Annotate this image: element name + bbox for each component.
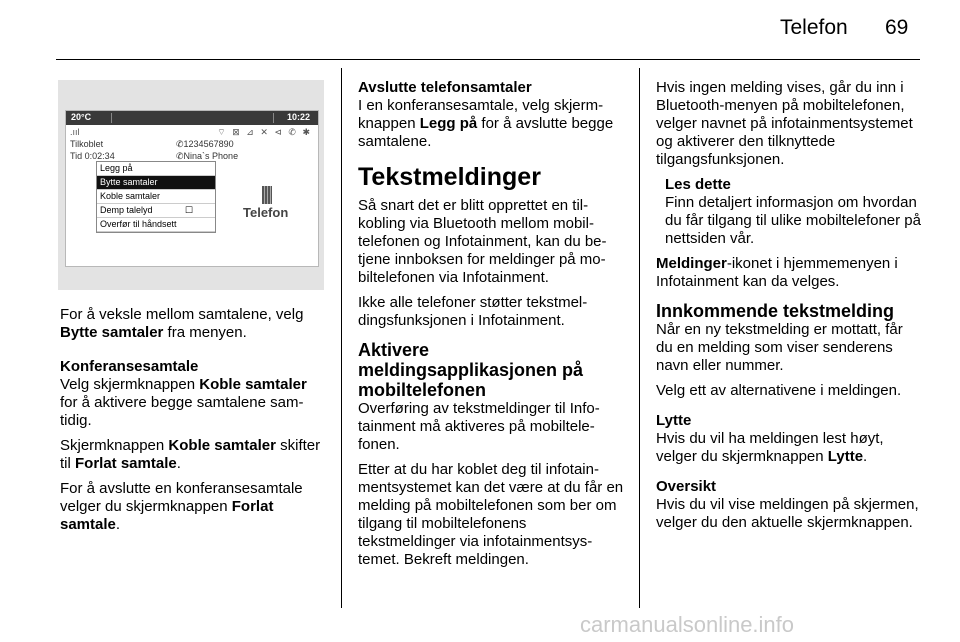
heading-incoming-message: Innkommende tekstmelding <box>656 301 895 321</box>
section-heading: Konferansesamtale <box>60 358 199 375</box>
ui-term: Meldinger <box>656 255 727 272</box>
text: For å avslutte en konferansesamtale velger du skjermknappen <box>60 480 303 515</box>
call-status: Tilkoblet <box>70 139 104 149</box>
page-header <box>0 0 960 62</box>
connected-phone: ✆Nina`s Phone <box>176 151 239 161</box>
checkbox-icon[interactable]: ☐ <box>184 205 193 215</box>
header-rule <box>56 59 920 60</box>
paragraph <box>358 79 626 151</box>
text: for å aktivere begge samtalene samtidig. <box>60 394 304 429</box>
heading-text-messages: Tekstmeldinger <box>358 163 541 191</box>
paragraph: Ikke alle telefoner støtter tekstmeldingsfunksjonen i Infotainment. <box>358 294 588 329</box>
menu-item-swap-calls[interactable]: Bytte samtaler <box>97 176 215 190</box>
ui-term: Lytte <box>827 448 864 465</box>
watermark: carmanualsonline.info <box>580 612 795 637</box>
status-bar <box>70 127 314 138</box>
heading-activate-messaging: Aktivere meldingsapplikasjonen på mobiltelefonen <box>358 340 584 400</box>
paragraph <box>60 358 326 430</box>
text: skifter til <box>60 437 321 472</box>
screen-top-bar <box>66 111 318 125</box>
paragraph: Når en ny tekstmelding er mottatt, får du en melding som viser senderens navn eller nummer. <box>656 321 903 374</box>
paragraph: Hvis ingen melding vises, går du inn i Bluetooth-menyen på mobiltelefonen, velger navnet på infotainmentsystemet og aktiverer den tilknyttede tilgangsfunksjonen. <box>656 79 913 168</box>
paragraph: Etter at du har koblet deg til infotainmentsystemet kan det være at du får en melding på mobiltelefonen som ber om tilgang til mobiltelefonens tekstmeldinger via infotainmentsystemet. Bekreft meldingen. <box>358 461 624 568</box>
ui-term: Koble samtaler <box>168 437 276 454</box>
text: -ikonet i hjemmemenyen i Infotainment kan da velges. <box>656 255 898 290</box>
caller-number: ✆1234567890 <box>176 139 234 149</box>
page-number: 69 <box>885 16 909 39</box>
ui-term: Forlat samtale <box>60 498 274 533</box>
column-right <box>656 79 922 539</box>
infotainment-screenshot <box>58 80 324 290</box>
paragraph <box>656 478 922 532</box>
column-left <box>60 306 326 541</box>
screen-display <box>65 110 319 267</box>
section-heading: Avslutte telefonsamtaler <box>358 79 532 96</box>
top-bar-divider <box>273 113 274 123</box>
note <box>665 176 922 248</box>
ui-term: Legg på <box>419 115 478 132</box>
phone-icon <box>262 186 272 204</box>
phone-label: Telefon <box>243 205 289 220</box>
call-duration: Tid 0:02:34 <box>70 151 115 161</box>
call-options-menu <box>96 161 216 233</box>
paragraph <box>60 437 326 473</box>
status-icons: ⌔ ⊠ ⊿ ✕ ⊲ ✆ ✱ <box>217 127 312 137</box>
note-box <box>656 176 922 248</box>
text: for å avslutte begge samtalene. <box>358 115 614 150</box>
paragraph: Overføring av tekstmeldinger til Infotainment må aktiveres på mobiltelefonen. <box>358 400 600 453</box>
column-divider <box>341 68 342 608</box>
top-bar-divider <box>111 113 112 123</box>
text: fra menyen. <box>163 324 247 341</box>
clock-readout: 10:22 <box>286 112 310 122</box>
column-middle <box>358 79 626 576</box>
ui-term: Bytte samtaler <box>60 324 164 341</box>
text: . <box>115 516 121 533</box>
text: For å veksle mellom samtalene, velg <box>60 306 304 323</box>
menu-item-mute-row[interactable] <box>97 204 215 218</box>
temperature-readout: 20°C <box>71 112 92 122</box>
text: Hvis du vil ha meldingen lest høyt, velger du skjermknappen <box>656 430 884 465</box>
paragraph <box>60 480 326 534</box>
signal-strength-icon: .ııl <box>70 127 80 137</box>
note-title: Les dette <box>665 176 731 193</box>
text: I en konferansesamtale, velg skjermknappen <box>358 97 604 132</box>
section-heading: Oversikt <box>656 478 717 495</box>
ui-term: Koble samtaler <box>199 376 307 393</box>
paragraph <box>656 255 922 291</box>
paragraph: Velg ett av alternativene i meldingen. <box>656 382 902 399</box>
ui-term: Forlat samtale <box>75 455 177 472</box>
text: . <box>176 455 181 472</box>
text: . <box>863 448 868 465</box>
paragraph <box>656 412 922 466</box>
column-divider <box>639 68 640 608</box>
menu-item-mute: Demp talelyd <box>100 205 153 215</box>
menu-item-transfer-handset[interactable]: Overfør til håndsett <box>97 218 215 232</box>
text: Skjermknappen <box>60 437 169 454</box>
paragraph <box>60 306 326 342</box>
note-text: Finn detaljert informasjon om hvordan du får tilgang til ulike mobiltelefoner på nettsiden vår. <box>665 194 921 247</box>
text: Hvis du vil vise meldingen på skjermen, velger du den aktuelle skjermknappen. <box>656 496 919 531</box>
page-title: Telefon <box>780 16 848 39</box>
section-heading: Lytte <box>656 412 692 429</box>
text: Velg skjermknappen <box>60 376 200 393</box>
menu-item-merge-calls[interactable]: Koble samtaler <box>97 190 215 204</box>
menu-item-end-call[interactable]: Legg på <box>97 162 215 176</box>
paragraph: Så snart det er blitt opprettet en tilkobling via Bluetooth mellom mobiltelefonen og Infotainment, kan du betjene innboksen for meldinger på mobiltelefonen via Infotainment. <box>358 197 607 286</box>
